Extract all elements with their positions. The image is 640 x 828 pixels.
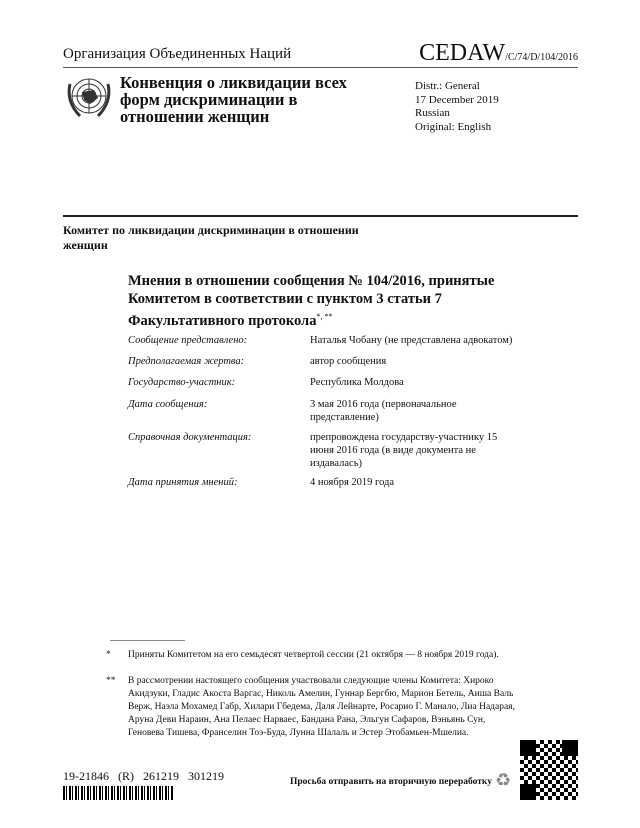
convention-title: Конвенция о ликвидации всех форм дискриминации в отношении женщин bbox=[120, 73, 347, 126]
header-rule bbox=[63, 67, 578, 68]
footnote-text: В рассмотрении настоящего сообщения участвовали следующие члены Комитета: Хироко Акидзуки, Гладис Акоста Варгас, Николь Амелин, Гуннар Бергбю, Марион Бетель, Аиша Валь Верж, Наэла Мохамед Габр, Хилари Гбедема, Даля Лейнарте, Росарио Г. Манало, Лиа Надарая, Аруна Деви Нараин, Ана Пелаес Нарваес, Бандана Рана, Эльгун Сафаров, Вэньянь Сун, Геновева Тишева, Франселин Тоэ-Буда, Лунна Шалаль и Эстер Этобамьен-Мшелиа. bbox=[128, 676, 515, 738]
detail-value: 4 ноября 2019 года bbox=[310, 477, 395, 488]
barcode-icon bbox=[63, 786, 173, 800]
symbol-main: CEDAW bbox=[419, 40, 506, 66]
document-heading bbox=[128, 272, 528, 330]
qr-code-icon bbox=[520, 740, 578, 800]
distribution-block bbox=[415, 80, 499, 134]
detail-label: Сообщение представлено: bbox=[128, 335, 248, 346]
detail-label: Дата принятия мнений: bbox=[128, 477, 238, 488]
committee-name: Комитет по ликвидации дискриминации в отношении женщин bbox=[63, 223, 359, 252]
section-rule bbox=[63, 215, 578, 217]
detail-value: препровождена государству-участнику 15 июня 2016 года (в виде документа не издавалась) bbox=[310, 432, 498, 469]
org-name: Организация Объединенных Наций bbox=[63, 46, 292, 62]
footnote-rule bbox=[110, 640, 185, 641]
footnote bbox=[106, 649, 517, 662]
detail-label: Дата сообщения: bbox=[128, 399, 208, 410]
detail-label: Справочная документация: bbox=[128, 432, 252, 443]
detail-value: 3 мая 2016 года (первоначальное представление) bbox=[310, 399, 457, 423]
detail-value: Наталья Чобану (не представлена адвокатом) bbox=[310, 335, 513, 346]
footnote-mark: ** bbox=[106, 676, 116, 686]
recycle-icon: ♻ bbox=[495, 770, 512, 790]
symbol-sub: /C/74/D/104/2016 bbox=[505, 52, 578, 63]
footnote-text: Приняты Комитетом на его семьдесят четвертой сессии (21 октября — 8 ноября 2019 года). bbox=[128, 650, 499, 660]
footnote-mark: * bbox=[106, 650, 111, 660]
original-line: Original: English bbox=[415, 120, 492, 133]
date-line: 17 December 2019 bbox=[415, 93, 499, 106]
distr-line: Distr.: General bbox=[415, 80, 480, 92]
footnote bbox=[106, 675, 517, 740]
language-line: Russian bbox=[415, 107, 450, 119]
detail-value: автор сообщения bbox=[310, 356, 387, 367]
recycle-note: Просьба отправить на вторичную переработку bbox=[290, 777, 492, 787]
job-number: 19-21846 (R) 261219 301219 bbox=[63, 769, 224, 783]
un-emblem-icon bbox=[64, 72, 114, 122]
footnote-marks: *, ** bbox=[316, 312, 333, 321]
detail-label: Государство-участник: bbox=[128, 377, 236, 388]
document-symbol bbox=[419, 40, 578, 67]
detail-value: Республика Молдова bbox=[310, 377, 404, 388]
heading-text: Мнения в отношении сообщения № 104/2016, принятые Комитетом в соответствии с пунктом 3 статьи 7 Факультативного протокола bbox=[128, 273, 495, 329]
detail-label: Предполагаемая жертва: bbox=[128, 356, 245, 367]
